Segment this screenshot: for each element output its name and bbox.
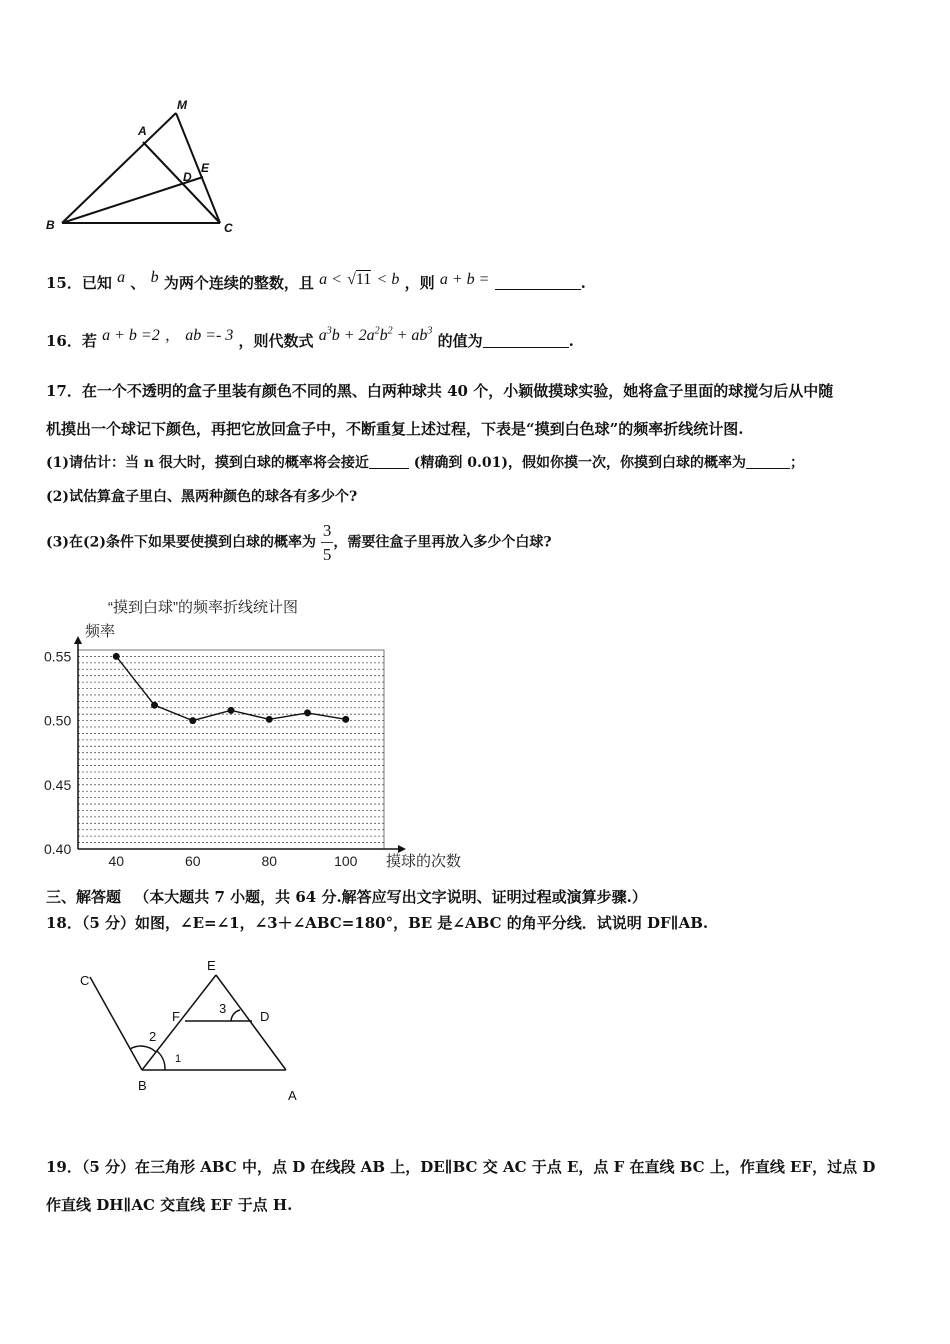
q15-end: . xyxy=(580,274,586,292)
q15-ineq-left: a < xyxy=(319,271,342,288)
label-D: D xyxy=(260,1009,270,1024)
q19-line-2: 作直线 DH∥AC 交直线 EF 于点 H. xyxy=(46,1196,293,1214)
plot-frame xyxy=(78,650,384,849)
data-point xyxy=(342,716,349,723)
chart-xlabel: 摸球的次数 xyxy=(386,853,462,870)
q16-condition-2: ab =- 3 xyxy=(185,327,234,344)
frequency-line-chart xyxy=(40,590,480,875)
y-tick-label: 0.40 xyxy=(44,841,72,857)
label-E: E xyxy=(201,161,210,175)
q15-sqrt-value: 11 xyxy=(355,271,372,288)
x-tick-label: 40 xyxy=(108,853,125,869)
q15-sep: 、 xyxy=(130,274,146,292)
q17-sub-3 xyxy=(46,522,552,563)
line-BE xyxy=(62,177,203,223)
angle-3-arc xyxy=(231,1010,240,1021)
chart-grid xyxy=(78,650,384,849)
label-C: C xyxy=(80,973,90,988)
q19-line-1: 19．（5 分）在三角形 ABC 中，点 D 在线段 AB 上，DE∥BC 交 AC 于点 E，点 F 在直线 BC 上，作直线 EF，过点 D xyxy=(46,1158,876,1176)
q17-sub-1 xyxy=(46,452,804,472)
label-E: E xyxy=(207,958,216,973)
q17-sub3-text-a: (3)在(2)条件下如果要使摸到白球的概率为 xyxy=(46,534,316,551)
q17-sub1-text-a: (1)请估计：当 n 很大时，摸到白球的概率将会接近 xyxy=(46,455,369,471)
section-3-heading xyxy=(46,886,647,907)
q17-sub3-text-b: ，需要往盒子里再放入多少个白球? xyxy=(333,534,552,551)
q17-sub1-text-b: (精确到 0.01)，假如你摸一次，你摸到白球的概率为 xyxy=(413,455,747,471)
q17-blank-1[interactable] xyxy=(369,454,409,469)
q17-sub-2: (2)试估算盒子里白、黑两种颜色的球各有多少个? xyxy=(46,489,358,505)
y-tick-label: 0.45 xyxy=(44,776,72,793)
q15-number: 15．已知 xyxy=(46,274,112,292)
x-tick-label: 80 xyxy=(261,853,278,869)
question-15 xyxy=(46,269,586,293)
triangle-figure-top xyxy=(40,95,250,240)
q15-sqrt: √11 xyxy=(347,271,372,288)
chart-axes xyxy=(74,636,406,853)
label-B: B xyxy=(138,1078,147,1093)
line-AC xyxy=(143,142,220,223)
data-point xyxy=(228,707,235,714)
x-axis-arrow xyxy=(398,845,406,853)
x-tick-label: 100 xyxy=(334,853,358,869)
q15-var-a: a xyxy=(117,269,126,286)
label-A: A xyxy=(138,124,147,138)
label-C: C xyxy=(224,221,233,235)
y-tick-label: 0.50 xyxy=(44,712,72,729)
fraction-denominator: 5 xyxy=(322,545,332,564)
q15-text2: ，则 xyxy=(404,274,435,292)
q17-fraction xyxy=(321,522,334,563)
q16-expression: $a^3b + 2a^2b^2 + ab^3$ xyxy=(318,325,433,344)
q16-condition-1: a + b =2 xyxy=(102,327,160,344)
data-point xyxy=(113,653,120,660)
fraction-numerator: 3 xyxy=(321,522,334,543)
q15-ineq-right: < b xyxy=(376,271,400,288)
question-18: 18．（5 分）如图，∠E=∠1，∠3＋∠ABC=180°，BE 是∠ABC 的角平分线．试说明 DF∥AB. xyxy=(46,914,709,932)
label-angle-2: 2 xyxy=(149,1029,157,1044)
q15-answer-blank[interactable] xyxy=(495,275,581,290)
chart-ylabel: 频率 xyxy=(85,623,116,640)
q18-figure xyxy=(70,955,320,1110)
y-tick-label: 0.55 xyxy=(44,648,72,665)
label-B: B xyxy=(46,218,55,232)
x-tick-label: 60 xyxy=(184,853,201,869)
question-16 xyxy=(46,325,574,351)
label-D: D xyxy=(183,170,192,184)
label-F: F xyxy=(172,1009,180,1024)
section-3-title: 三、解答题 xyxy=(46,888,122,906)
label-M: M xyxy=(177,98,187,112)
angle-1-arc xyxy=(157,1051,165,1070)
q16-number: 16．若 xyxy=(46,332,97,350)
data-point xyxy=(189,717,196,724)
q15-var-b: b xyxy=(150,269,159,286)
q16-text1: ，则代数式 xyxy=(238,332,314,350)
q16-end: . xyxy=(568,332,574,350)
angle-2-arc xyxy=(130,1046,156,1052)
q16-text2: 的值为 xyxy=(437,332,483,350)
q17-blank-2[interactable] xyxy=(746,454,790,469)
label-angle-1: 1 xyxy=(175,1053,182,1065)
chart-title: “摸到白球”的频率折线统计图 xyxy=(108,599,298,616)
y-axis-arrow xyxy=(74,636,82,644)
data-point xyxy=(304,709,311,716)
q17-line-2: 机摸出一个球记下颜色，再把它放回盒子中，不断重复上述过程，下表是“摸到白色球”的频率折线统计图. xyxy=(46,420,744,438)
line-EA xyxy=(216,975,286,1070)
data-point xyxy=(266,716,273,723)
q15-expression: a + b = xyxy=(439,271,490,288)
label-angle-3: 3 xyxy=(219,1001,227,1016)
line-MC xyxy=(176,113,220,223)
q15-text1: 为两个连续的整数，且 xyxy=(163,274,314,292)
section-3-description: （本大题共 7 小题，共 64 分.解答应写出文字说明、证明过程或演算步骤.） xyxy=(134,888,647,906)
data-point xyxy=(151,702,158,709)
q16-comma: ， xyxy=(164,326,180,344)
line-BM xyxy=(62,113,176,223)
line-CB xyxy=(90,977,142,1070)
q16-answer-blank[interactable] xyxy=(483,333,569,348)
q17-line-1: 17．在一个不透明的盒子里装有颜色不同的黑、白两种球共 40 个，小颖做摸球实验，她将盒子里面的球搅匀后从中随 xyxy=(46,382,834,400)
q17-sub1-end: ； xyxy=(790,455,805,471)
label-A: A xyxy=(288,1088,297,1103)
